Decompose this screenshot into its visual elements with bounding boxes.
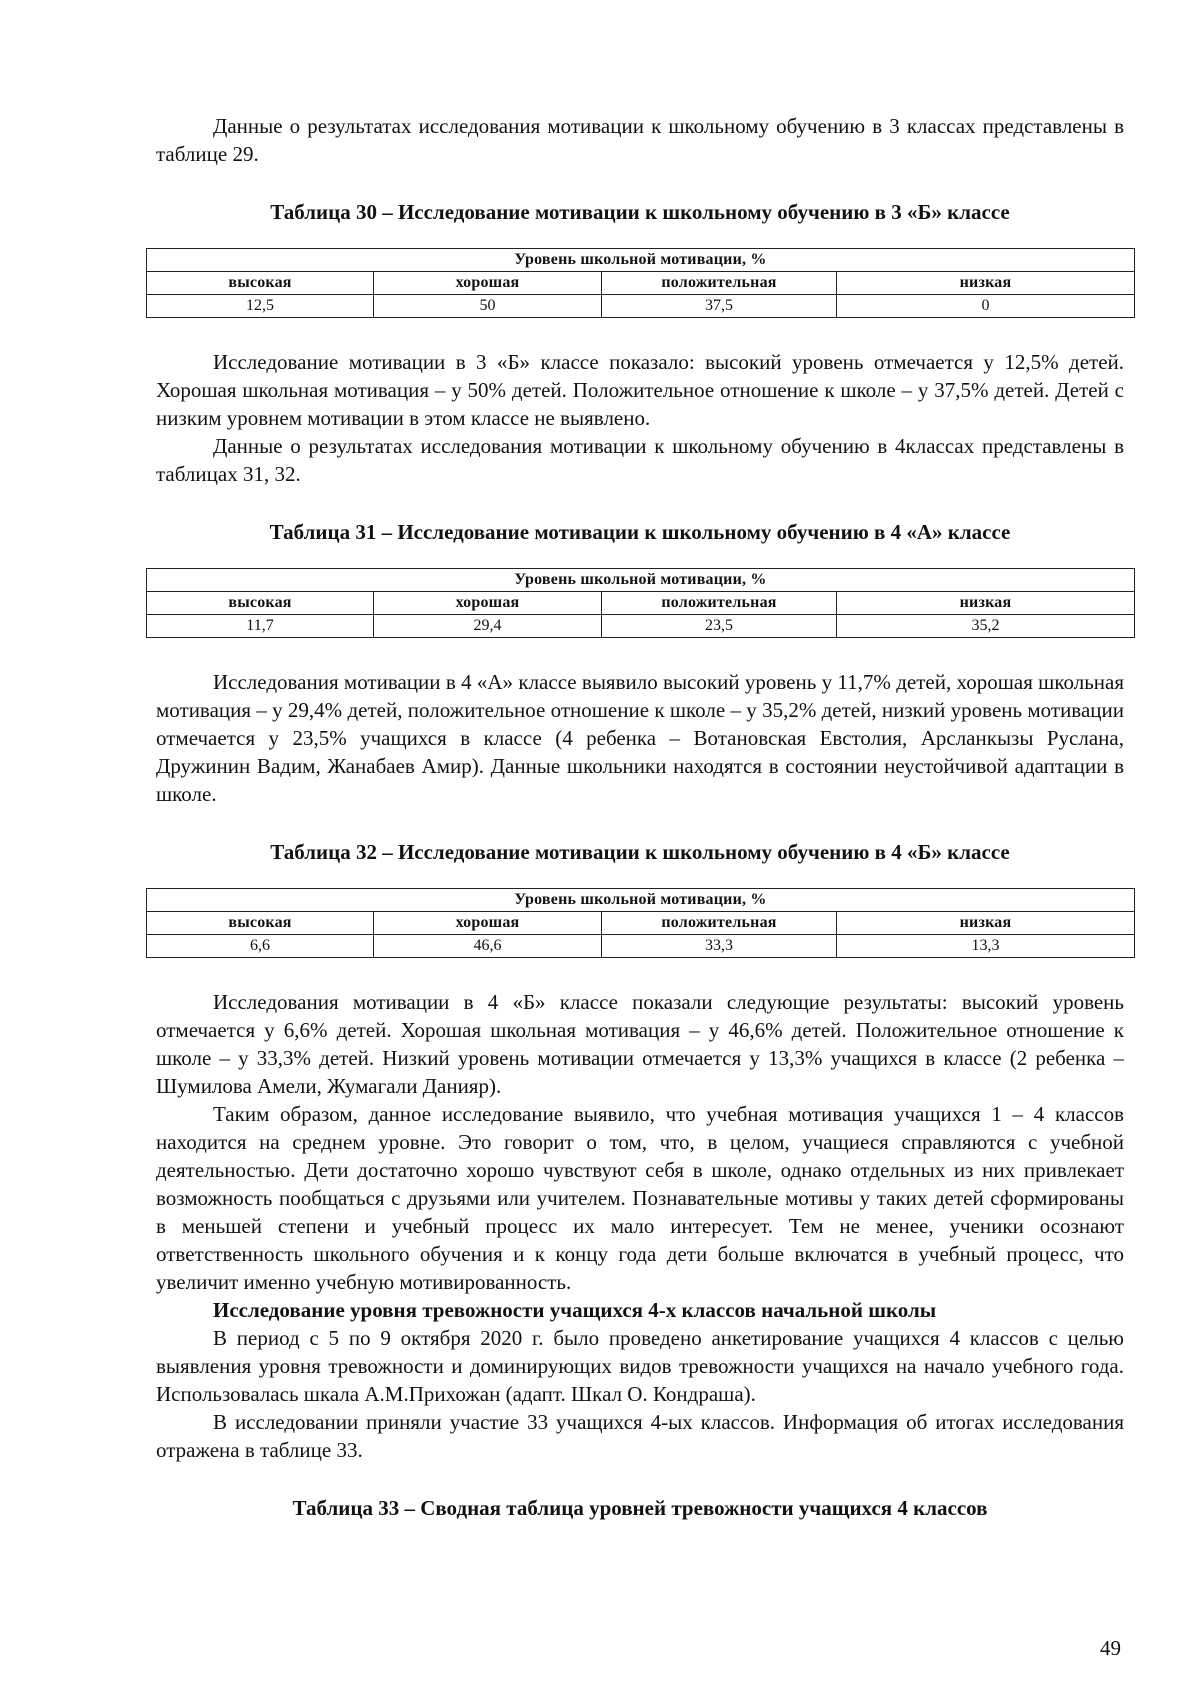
table-31-value-high: 11,7 [147, 615, 374, 638]
table-32 [146, 888, 1135, 958]
table-30-col-low: низкая [837, 272, 1135, 295]
table-32-value-good: 46,6 [374, 935, 602, 958]
paragraph-intro-3-classes: Данные о результатах исследования мотивации к школьному обучению в 3 классах представлены в таблице 29. [156, 114, 1124, 166]
table-31 [146, 568, 1135, 638]
table-30-col-good: хорошая [374, 272, 602, 295]
paragraph-4a-results: Исследования мотивации в 4 «А» классе выявило высокий уровень у 11,7% детей, хорошая школьная мотивация – у 29,4% детей, положительное отношение к школе – у 35,2% детей, низкий уровень мотивации отмечается у 23,5% учащихся в классе (4 ребенка – Вотановская Евстолия, Арсланкызы Руслана, Дружинин Вадим, Жанабаев Амир). Данные школьники находятся в состоянии неустойчивой адаптации в школе. [156, 670, 1124, 806]
table-32-value-high: 6,6 [147, 935, 374, 958]
table-30 [146, 248, 1135, 318]
table-31-col-good: хорошая [374, 592, 602, 615]
table-32-col-low: низкая [837, 912, 1135, 935]
table-32-col-good: хорошая [374, 912, 602, 935]
table-32-col-high: высокая [147, 912, 374, 935]
paragraph-conclusion: Таким образом, данное исследование выявило, что учебная мотивация учащихся 1 – 4 классов находится на среднем уровне. Это говорит о том, что, в целом, учащиеся справляются с учебной деятельностью. Дети достаточно хорошо чувствуют себя в школе, однако отдельных из них привлекает возможность пообщаться с друзьями или учителем. Познавательные мотивы у таких детей сформированы в меньшей степени и учебный процесс их мало интересует. Тем не менее, ученики осознают ответственность школьного обучения и к концу года дети больше включатся в учебный процесс, что увеличит именно учебную мотивированность. [156, 1102, 1124, 1294]
page-content [156, 112, 1124, 1522]
paragraph-anxiety-participants: В исследовании приняли участие 33 учащихся 4-ых классов. Информация об итогах исследования отражена в таблице 33. [156, 1410, 1124, 1462]
table-33-caption: Таблица 33 – Сводная таблица уровней тревожности учащихся 4 классов [292, 1496, 988, 1520]
table-30-value-high: 12,5 [147, 295, 374, 318]
table-30-col-high: высокая [147, 272, 374, 295]
page-number: 49 [1100, 1636, 1121, 1660]
table-31-col-low: низкая [837, 592, 1135, 615]
table-31-value-positive: 23,5 [602, 615, 837, 638]
table-32-col-positive: положительная [602, 912, 837, 935]
table-31-caption: Таблица 31 – Исследование мотивации к школьному обучению в 4 «А» классе [269, 520, 1011, 544]
table-31-col-high: высокая [147, 592, 374, 615]
paragraph-4b-results: Исследования мотивации в 4 «Б» классе показали следующие результаты: высокий уровень отмечается у 6,6% детей. Хорошая школьная мотивация – у 46,6% детей. Положительное отношение к школе – у 33,3% детей. Низкий уровень мотивации отмечается у 13,3% учащихся в классе (2 ребенка – Шумилова Амели, Жумагали Данияр). [156, 990, 1124, 1098]
table-32-value-positive: 33,3 [602, 935, 837, 958]
table-32-header: Уровень школьной мотивации, % [147, 889, 1135, 912]
section-subheading-anxiety: Исследование уровня тревожности учащихся 4-х классов начальной школы [213, 1298, 937, 1322]
table-31-value-good: 29,4 [374, 615, 602, 638]
table-31-col-positive: положительная [602, 592, 837, 615]
paragraph-3b-results: Исследование мотивации в 3 «Б» классе показало: высокий уровень отмечается у 12,5% детей. Хорошая школьная мотивация – у 50% детей. Положительное отношение к школе – у 37,5% детей. Детей с низким уровнем мотивации в этом классе не выявлено. [156, 350, 1124, 430]
table-32-caption: Таблица 32 – Исследование мотивации к школьному обучению в 4 «Б» классе [270, 840, 1010, 864]
table-31-header: Уровень школьной мотивации, % [147, 569, 1135, 592]
paragraph-anxiety-method: В период с 5 по 9 октября 2020 г. было проведено анкетирование учащихся 4 классов с целью выявления уровня тревожности и доминирующих видов тревожности учащихся на начало учебного года. Использовалась шкала А.М.Прихожан (адапт. Шкал О. Кондраша). [156, 1326, 1124, 1406]
table-31-value-low: 35,2 [837, 615, 1135, 638]
table-30-value-good: 50 [374, 295, 602, 318]
table-32-value-low: 13,3 [837, 935, 1135, 958]
paragraph-intro-4-classes: Данные о результатах исследования мотивации к школьному обучению в 4классах представлены в таблицах 31, 32. [156, 434, 1124, 486]
table-30-value-positive: 37,5 [602, 295, 837, 318]
table-30-col-positive: положительная [602, 272, 837, 295]
table-30-value-low: 0 [837, 295, 1135, 318]
table-30-caption: Таблица 30 – Исследование мотивации к школьному обучению в 3 «Б» классе [270, 200, 1010, 224]
table-30-header: Уровень школьной мотивации, % [147, 249, 1135, 272]
